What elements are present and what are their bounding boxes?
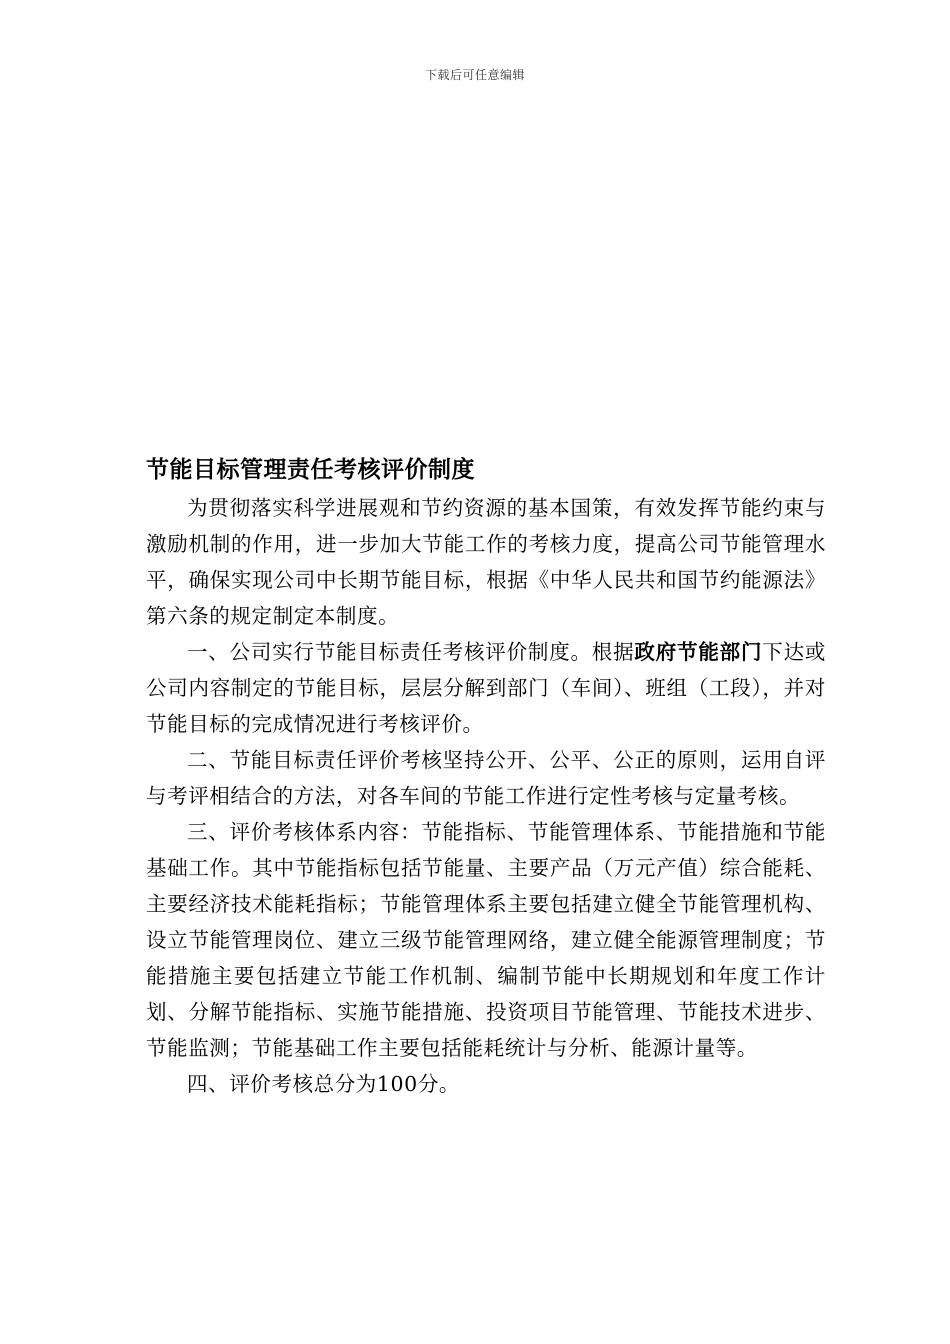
- paragraph-article-2: 二、节能目标责任评价考核坚持公开、公平、公正的原则，运用自评与考评相结合的方法，对各车间的节能工作进行定性考核与定量考核。: [146, 748, 826, 808]
- document-body: [146, 452, 826, 1102]
- paragraph-intro: 为贯彻落实科学进展观和节约资源的基本国策，有效发挥节能约束与激励机制的作用，进一步加大节能工作的考核力度，提高公司节能管理水平，确保实现公司中长期节能目标，根据《中华人民共和国节约能源法》第六条的规定制定本制度。: [146, 496, 826, 628]
- page-header-note: 下载后可任意编辑: [424, 68, 525, 82]
- paragraph-article-4: 四、评价考核总分为100分。: [187, 1072, 461, 1096]
- paragraph-article-1-after: 下达或公司内容制定的节能目标，层层分解到部门（车间）、班组（工段），并对节能目标的完成情况进行考核评价。: [146, 640, 826, 736]
- paragraph-article-1: [146, 634, 826, 742]
- paragraph-article-3: 三、评价考核体系内容：节能指标、节能管理体系、节能措施和节能基础工作。其中节能指标包括节能量、主要产品（万元产值）综合能耗、主要经济技术能耗指标；节能管理体系主要包括建立健全节能管理机构、设立节能管理岗位、建立三级节能管理网络，建立健全能源管理制度；节能措施主要包括建立节能工作机制、编制节能中长期规划和年度工作计划、分解节能指标、实施节能措施、投资项目节能管理、节能技术进步、节能监测；节能基础工作主要包括能耗统计与分析、能源计量等。: [146, 820, 826, 1060]
- document-title: 节能目标管理责任考核评价制度: [146, 456, 475, 483]
- paragraph-article-1-before: 一、公司实行节能目标责任考核评价制度。根据: [187, 640, 635, 664]
- paragraph-article-1-bold: 政府节能部门: [634, 640, 763, 664]
